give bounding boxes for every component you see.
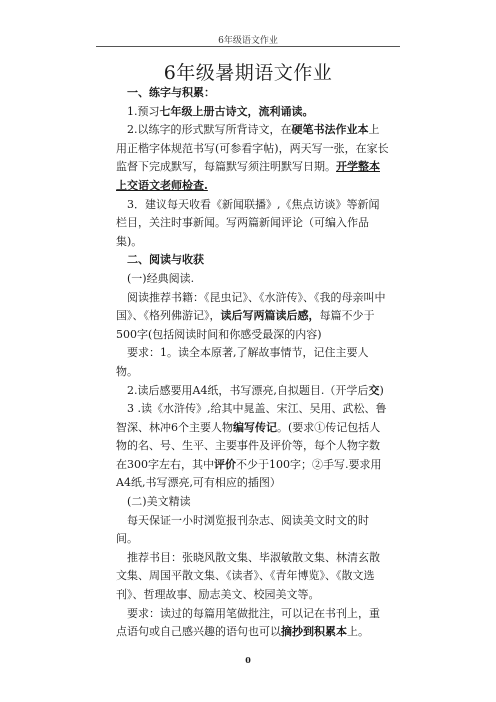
text-run-bold: 摘抄到积累本 [281, 625, 347, 639]
text-run: 3 .读《水浒传》,给其中晁盖、宋江、吴用、武松、鲁智深、林冲6个主要人物 [116, 402, 387, 434]
text-run: 。(要求①传记包括人物的名、号、生平、主要事件及评价等，每个人物字数在300字左右，其中 [116, 420, 381, 471]
text-run: 要求：读过的每篇用笔做批注，可以记在书刊上，重点语句或自己感兴趣的语句也可以 [116, 606, 380, 639]
text-run: 不少于100字；②手写.要求用A4纸,书写漂亮,可有相应的插图） [116, 457, 382, 490]
header-rule [96, 46, 400, 47]
section-heading-reading: 二、阅读与收获 [127, 253, 204, 267]
text-run: ) [379, 383, 384, 397]
document-body [116, 84, 390, 642]
page-number: 0 [245, 655, 251, 665]
paragraph-recommended-books [116, 289, 390, 345]
section-heading-practice: 一、练字与积累： [127, 86, 215, 99]
paragraph-news: 3．建议每天收看《新闻联播》,《焦点访谈》等新闻栏目，关注时事新闻。写两篇新闻评论（可编入作品集)。 [116, 197, 380, 248]
text-run: 2.读后感要用A4纸，书写漂亮,自拟题目.（开学后 [127, 383, 369, 397]
text-run: 1.预习 [127, 104, 160, 118]
text-run-bold: 交 [368, 383, 380, 397]
text-run-bold: 硬笔书法作业本 [291, 123, 369, 137]
paragraph-book-list: 推荐书目：张晓风散文集、毕淑敏散文集、林清玄散文集、周国平散文集、《读者》、《青年博览》、《散文选刊》、哲理故事、励志美文、校园美文等。 [116, 550, 380, 602]
document-title: 6年级暑期语文作业 [163, 62, 333, 84]
paragraph-requirement-1: 要求：1。读全本原著,了解故事情节，记住主要人物。 [116, 346, 369, 378]
text-run-bold: 读后写两篇读后感， [220, 309, 320, 323]
text-run-bold: 评价 [214, 457, 236, 471]
text-run-bold: 编写传记 [233, 420, 277, 434]
paragraph-daily-reading: 每天保证一小时浏览报刊杂志、阅读美文时文的时间。 [116, 513, 369, 546]
text-run-bold: 七年级上册古诗文，流利诵读。 [159, 104, 314, 118]
text-run: 2.以练字的形式默写所背诗文，在 [127, 123, 292, 137]
text-run: 每篇不少于500字(包括阅读时间和你感受最深的内容) [116, 309, 375, 341]
running-header: 6年级语文作业 [218, 36, 278, 46]
subheading-essay-reading: (二)美文精读 [127, 495, 191, 509]
paragraph-requirement-3 [116, 400, 390, 493]
paragraph-requirement-2 [116, 382, 390, 401]
paragraph-dictation [116, 121, 390, 195]
text-run: 上。 [347, 625, 369, 639]
paragraph-preview [116, 103, 390, 122]
paragraph-requirement-4 [116, 605, 390, 642]
text-run-bold-underlined: 开学整本上交语文老师检查. [116, 160, 380, 192]
subheading-classic-reading: (一)经典阅读. [127, 271, 195, 285]
text-run: 上用正楷字体规范书写(可参看字帖)，两天写一张，在家长监督下完成默写，每篇默写须注明默写日期。 [116, 123, 389, 174]
text-run: 阅读推荐书籍：《昆虫记》、《水浒传》、《我的母亲叫中国》、《格列佛游记》， [116, 290, 386, 323]
